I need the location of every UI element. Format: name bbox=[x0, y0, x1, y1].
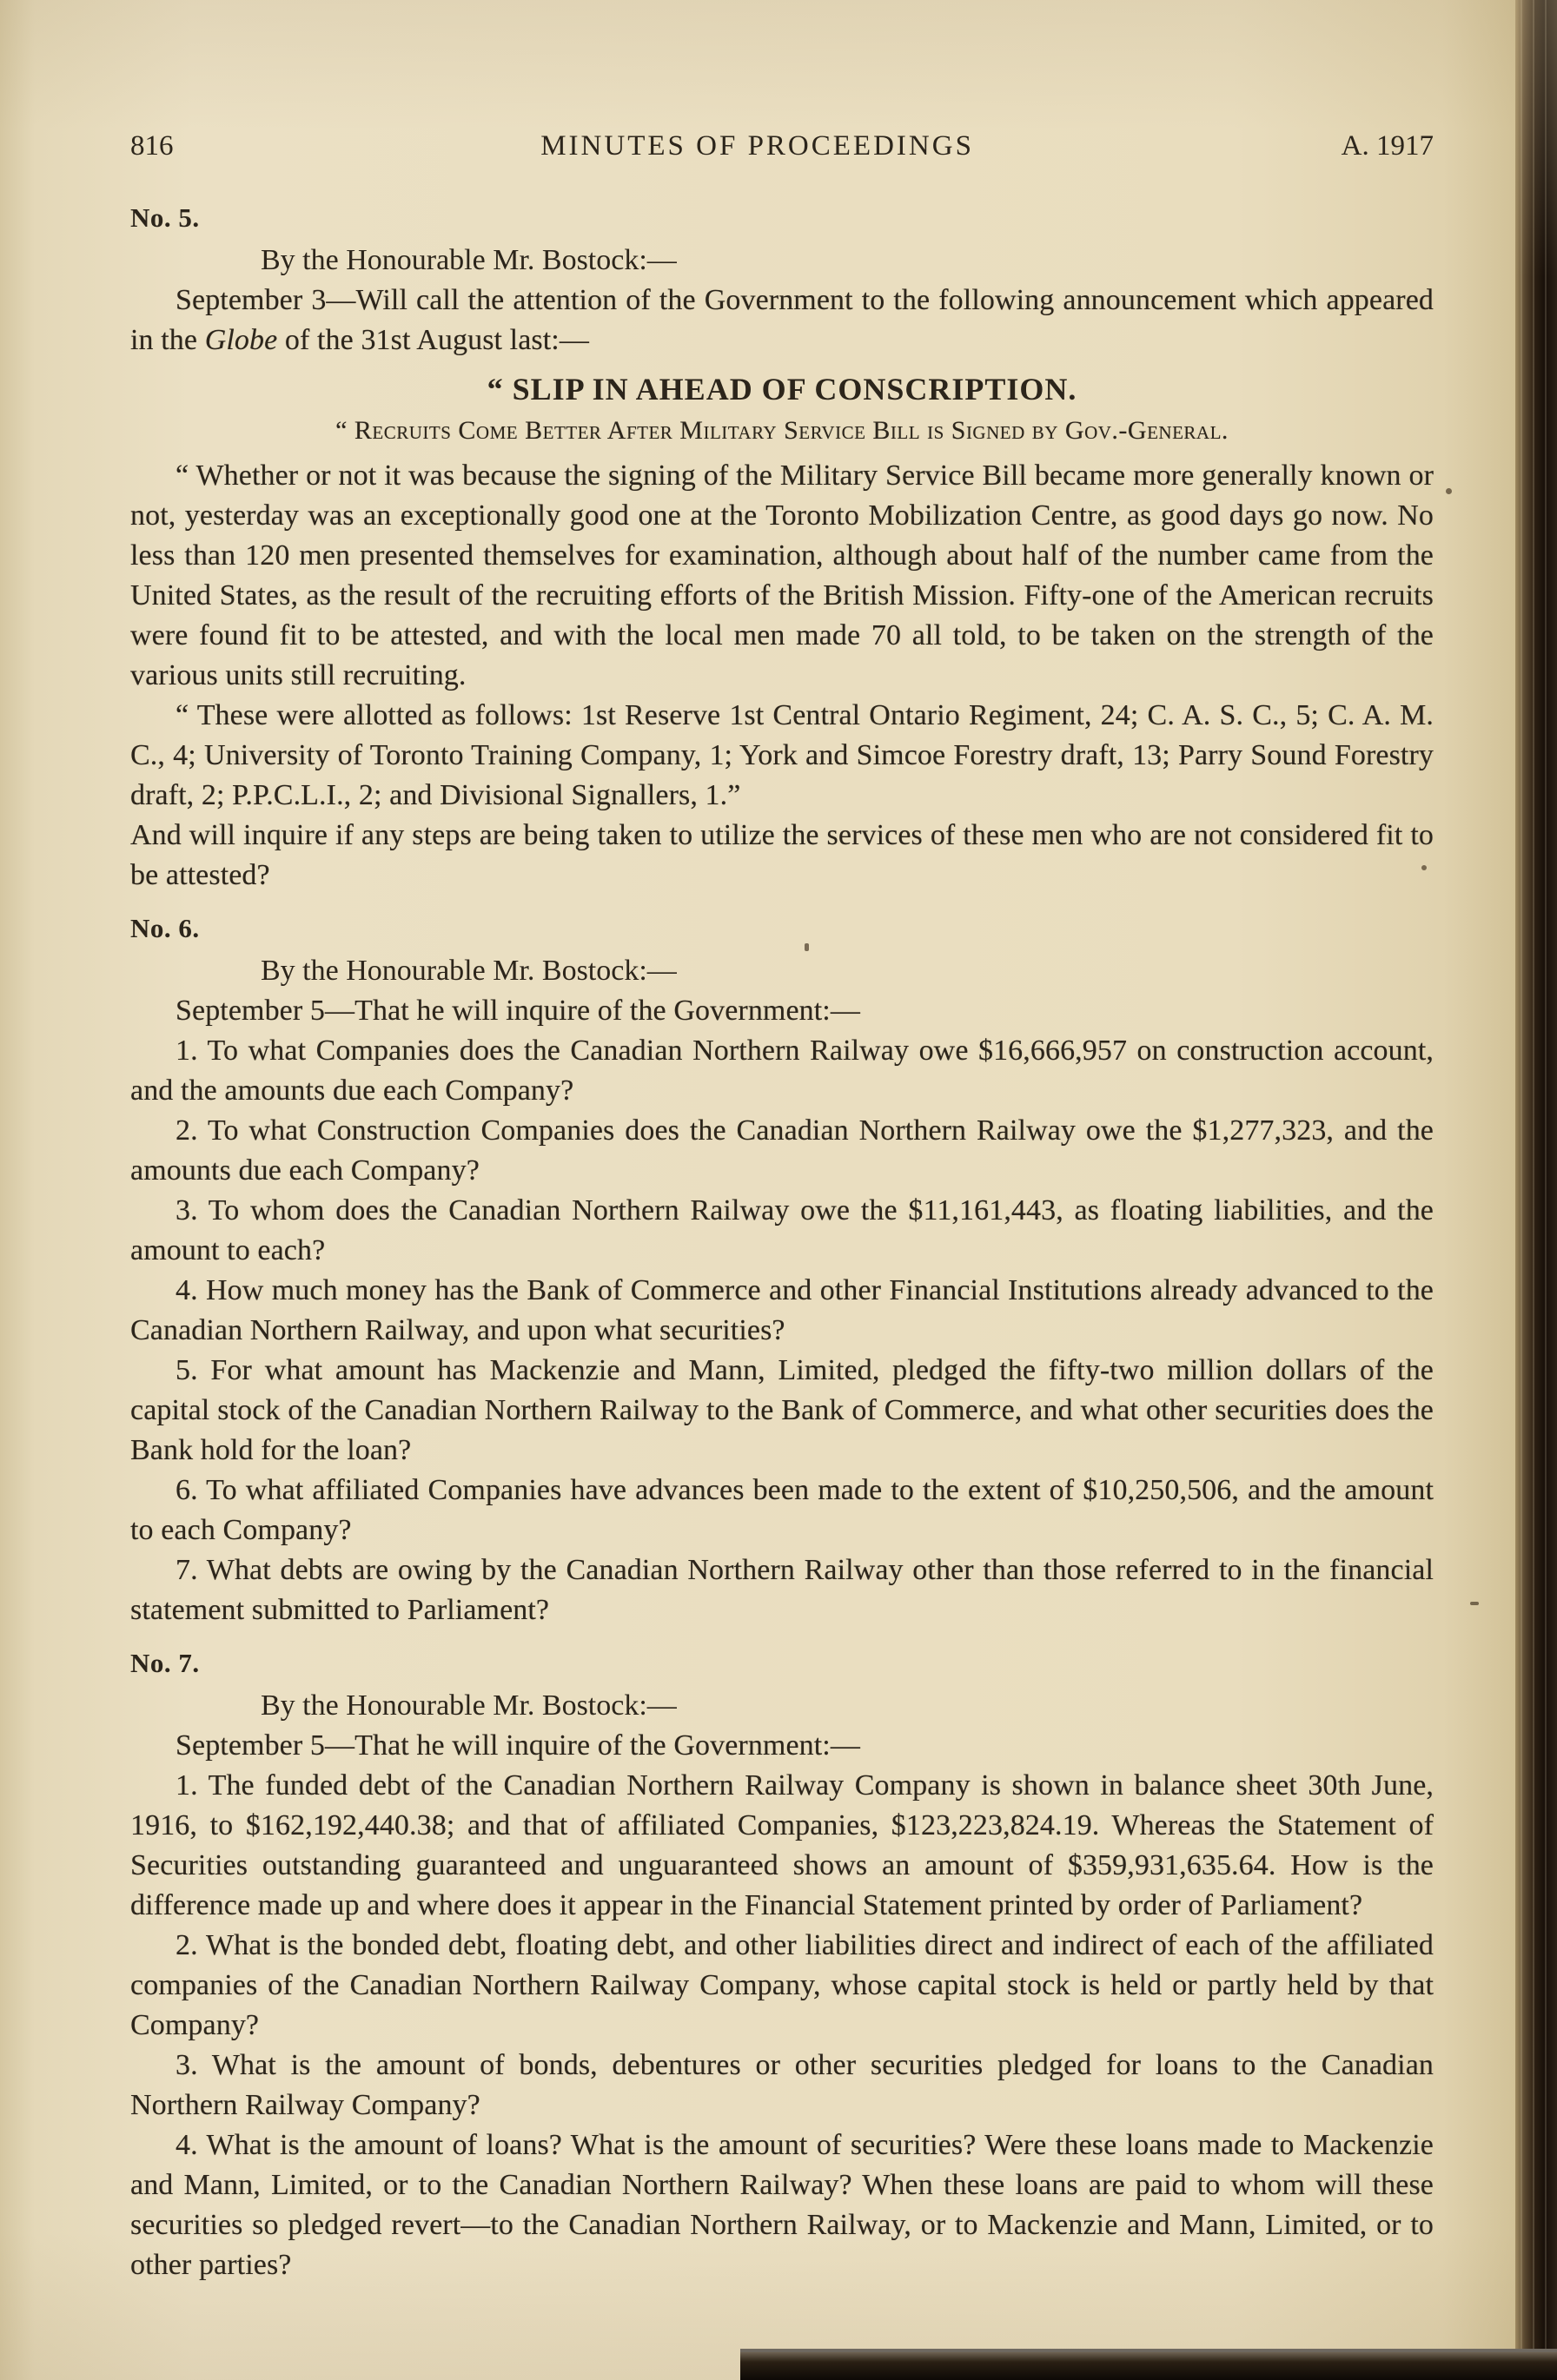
question-item: 3. What is the amount of bonds, debentures or other securities pledged for loans to the Canadian Northern Railway Company? bbox=[130, 2049, 1434, 2121]
article-subheadline: “ Recruits Come Better After Military Service Bill is Signed by Gov.-General. bbox=[335, 416, 1229, 445]
ink-speck bbox=[1446, 488, 1452, 494]
ink-speck bbox=[1421, 865, 1427, 870]
question-item: 2. To what Construction Companies does the Canadian Northern Railway owe the $1,277,323, and the amounts due each Company? bbox=[130, 1114, 1434, 1187]
section-number: No. 6. bbox=[130, 913, 200, 943]
question-item: 7. What debts are owing by the Canadian Northern Railway other than those referred to in the financial statement submitted to Parliament? bbox=[130, 1554, 1434, 1626]
ink-speck bbox=[1470, 1602, 1479, 1605]
question-item: 3. To whom does the Canadian Northern Railway owe the $11,161,443, as floating liabilities, and the amount to each? bbox=[130, 1194, 1434, 1266]
ink-speck bbox=[805, 943, 809, 951]
section-no6 bbox=[130, 913, 1434, 1630]
paragraph-intro: September 5—That he will inquire of the Government:— bbox=[176, 995, 860, 1027]
session-year: A. 1917 bbox=[1341, 130, 1434, 162]
article-paragraph: “ Whether or not it was because the signing of the Military Service Bill became more generally known or not, yesterday was an exceptionally good one at the Toronto Mobilization Centre, as good days go now. No less than 120 men presented themselves for examination, although about half of the number came from the United States, as the result of the recruiting efforts of the British Mission. Fifty-one of the American recruits were found fit to be attested, and with the local men made 70 all told, to be taken on the strength of the various units still recruiting. bbox=[130, 459, 1434, 691]
byline: By the Honourable Mr. Bostock:— bbox=[261, 244, 677, 276]
text-run: September 3—Will call the attention of the Government to the following announcement which appeared in the bbox=[130, 284, 1434, 356]
question-item: 4. What is the amount of loans? What is the amount of securities? Were these loans made to Mackenzie and Mann, Limited, or to the Canadian Northern Railway? When these loans are paid to whom will these securities so pledged revert—to the Canadian Northern Railway, or to Mackenzie and Mann, Limited, or to other parties? bbox=[130, 2129, 1434, 2281]
text-run: of the 31st August last:— bbox=[277, 324, 589, 356]
page-header bbox=[130, 130, 1434, 162]
scan-bottom-shadow bbox=[740, 2349, 1557, 2380]
question-item: 6. To what affiliated Companies have advances been made to the extent of $10,250,506, and the amount to each Company? bbox=[130, 1474, 1434, 1546]
question-item: 5. For what amount has Mackenzie and Mann, Limited, pledged the fifty-two million dollars of the capital stock of the Canadian Northern Railway to the Bank of Commerce, and what other securities does the Bank hold for the loan? bbox=[130, 1354, 1434, 1466]
paragraph-intro: September 5—That he will inquire of the Government:— bbox=[176, 1729, 860, 1762]
byline: By the Honourable Mr. Bostock:— bbox=[261, 955, 677, 987]
section-number: No. 7. bbox=[130, 1648, 200, 1678]
article-paragraph: “ These were allotted as follows: 1st Reserve 1st Central Ontario Regiment, 24; C. A. S. C., 5; C. A. M. C., 4; University of Toronto Training Company, 1; York and Simcoe Forestry draft, 13; Parry Sound Forestry draft, 2; P.P.C.L.I., 2; and Divisional Signallers, 1.” bbox=[130, 699, 1434, 811]
byline: By the Honourable Mr. Bostock:— bbox=[261, 1689, 677, 1722]
section-number: No. 5. bbox=[130, 202, 200, 233]
question-item: 2. What is the bonded debt, floating debt, and other liabilities direct and indirect of each of the affiliated companies of the Canadian Northern Railway Company, whose capital stock is held or partly held by that Company? bbox=[130, 1929, 1434, 2041]
page-number: 816 bbox=[130, 130, 174, 162]
question-item: 1. The funded debt of the Canadian Northern Railway Company is shown in balance sheet 30th June, 1916, to $162,192,440.38; and that of affiliated Companies, $123,223,824.19. Whereas the Statement of Securities outstanding guaranteed and unguaranteed shows an amount of $359,931,635.64. How is the difference made up and where does it appear in the Financial Statement printed by order of Parliament? bbox=[130, 1769, 1434, 1921]
section-no5 bbox=[130, 202, 1434, 896]
running-title: MINUTES OF PROCEEDINGS bbox=[540, 130, 974, 162]
question-item: 1. To what Companies does the Canadian Northern Railway owe $16,666,957 on construction account, and the amounts due each Company? bbox=[130, 1035, 1434, 1107]
question-item: 4. How much money has the Bank of Commerce and other Financial Institutions already advanced to the Canadian Northern Railway, and upon what securities? bbox=[130, 1274, 1434, 1346]
paragraph-intro bbox=[130, 281, 1434, 360]
article-headline: “ SLIP IN AHEAD OF CONSCRIPTION. bbox=[487, 372, 1077, 407]
book-edge-shadow bbox=[1515, 0, 1557, 2380]
globe-title-italic: Globe bbox=[204, 324, 278, 356]
section-no7 bbox=[130, 1648, 1434, 2285]
closing-paragraph: And will inquire if any steps are being taken to utilize the services of these men who are not considered fit to be attested? bbox=[130, 819, 1434, 891]
content-column bbox=[130, 130, 1434, 2285]
